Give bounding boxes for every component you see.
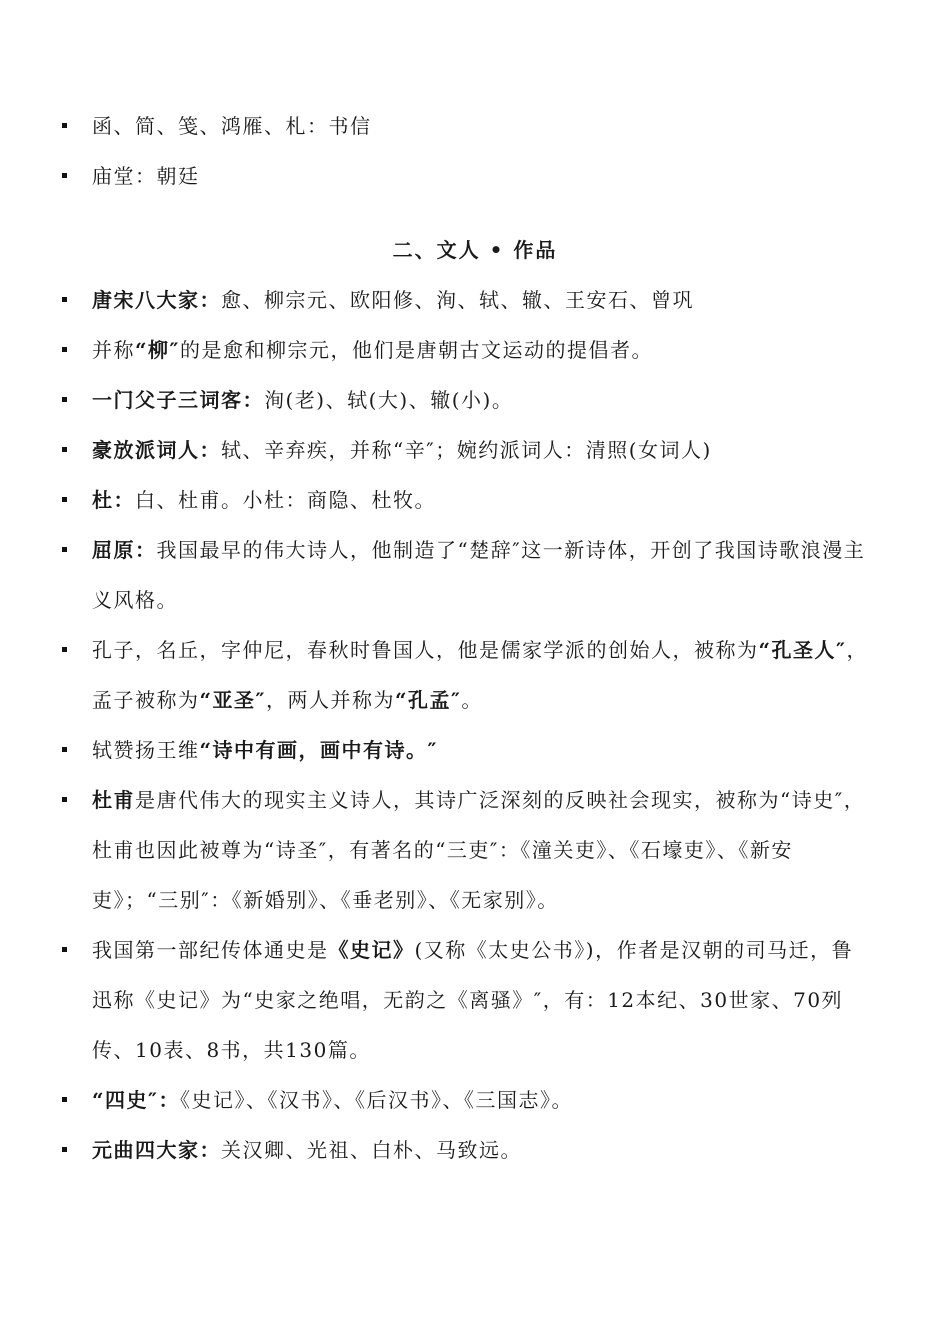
list-item: [0, 625, 950, 725]
item-text: 函、简、笺、鸿雁、札：书信: [92, 114, 372, 138]
list-item: [0, 425, 950, 475]
list-item: [0, 775, 950, 925]
bullet-icon: [62, 397, 67, 402]
item-text: 我国第一部纪传体通史是: [92, 938, 329, 962]
item-bold: “柳″: [135, 338, 180, 362]
item-bold: 豪放派词人：: [92, 438, 221, 462]
item-bold: 杜甫: [92, 788, 135, 812]
item-text: ，两人并称为: [265, 688, 395, 712]
item-bold: “亚圣″: [199, 688, 266, 712]
item-text: 并称: [92, 338, 135, 362]
item-bold: “孔圣人″: [758, 638, 847, 662]
bullet-icon: [62, 447, 67, 452]
list-item: [0, 1075, 950, 1125]
bullet-icon: [62, 797, 67, 802]
item-text: 。: [461, 688, 483, 712]
item-text: ，孟子被称为: [92, 638, 868, 712]
list-item: [0, 1125, 950, 1175]
item-bold: 《史记》: [328, 938, 415, 962]
item-text: 庙堂：朝廷: [92, 164, 200, 188]
bullet-icon: [62, 347, 67, 352]
main-list: [0, 275, 950, 1175]
bullet-icon: [62, 123, 67, 128]
item-text: 我国最早的伟大诗人，他制造了“楚辞″这一新诗体，开创了我国诗歌浪漫主义风格。: [92, 538, 866, 612]
item-text: 轼、辛弃疾，并称“辛″；婉约派词人：清照(女词人): [221, 438, 712, 462]
list-item: [0, 725, 950, 775]
item-text: 《史记》、《汉书》、《后汉书》、《三国志》。: [179, 1088, 573, 1112]
item-text: 洵(老)、轼(大)、辙(小)。: [264, 388, 514, 412]
bullet-icon: [62, 1097, 67, 1102]
item-text: 愈、柳宗元、欧阳修、洵、轼、辙、王安石、曾巩: [221, 288, 694, 312]
item-text: 的是愈和柳宗元，他们是唐朝古文运动的提倡者。: [179, 338, 653, 362]
item-text: 孔子，名丘，字仲尼，春秋时鲁国人，他是儒家学派的创始人，被称为: [92, 638, 759, 662]
bullet-icon: [62, 497, 67, 502]
list-item: [0, 325, 950, 375]
item-bold: 一门父子三词客：: [92, 388, 264, 412]
bullet-icon: [62, 173, 67, 178]
list-item: [0, 525, 950, 625]
bullet-icon: [62, 297, 67, 302]
item-text: 是唐代伟大的现实主义诗人，其诗广泛深刻的反映社会现实，被称为“诗史″，杜甫也因此被尊为“诗圣″，有著名的“三吏″：《潼关吏》、《石壕吏》、《新安吏》；“三别″：《新婚别》、《垂老别》、《无家别》。: [92, 788, 866, 912]
item-text: 关汉卿、光祖、白朴、马致远。: [221, 1138, 522, 1162]
list-item: [0, 101, 950, 151]
list-item: [0, 275, 950, 325]
item-text: 轼赞扬王维: [92, 738, 200, 762]
list-item: [0, 925, 950, 1075]
item-text: (又称《太史公书》)，作者是汉朝的司马迁，鲁迅称《史记》为“史家之绝唱，无韵之《离骚》″，有：12本纪、30世家、70列传、10表、8书，共130篇。: [92, 938, 854, 1062]
item-bold: 杜：: [92, 488, 135, 512]
bullet-icon: [62, 747, 67, 752]
top-list: [0, 101, 950, 201]
bullet-icon: [62, 647, 67, 652]
bullet-icon: [62, 947, 67, 952]
item-bold: “孔孟″: [394, 688, 462, 712]
list-item: [0, 151, 950, 201]
item-bold: 元曲四大家：: [92, 1138, 221, 1162]
item-bold: “四史″：: [92, 1088, 180, 1112]
item-bold: “诗中有画，画中有诗。″: [199, 738, 438, 762]
item-text: 白、杜甫。小杜：商隐、杜牧。: [135, 488, 436, 512]
item-bold: 屈原：: [92, 538, 157, 562]
bullet-icon: [62, 1147, 67, 1152]
item-bold: 唐宋八大家：: [92, 288, 221, 312]
list-item: [0, 475, 950, 525]
bullet-icon: [62, 547, 67, 552]
section-heading: 二、文人 • 作品: [392, 238, 558, 262]
list-item: [0, 375, 950, 425]
